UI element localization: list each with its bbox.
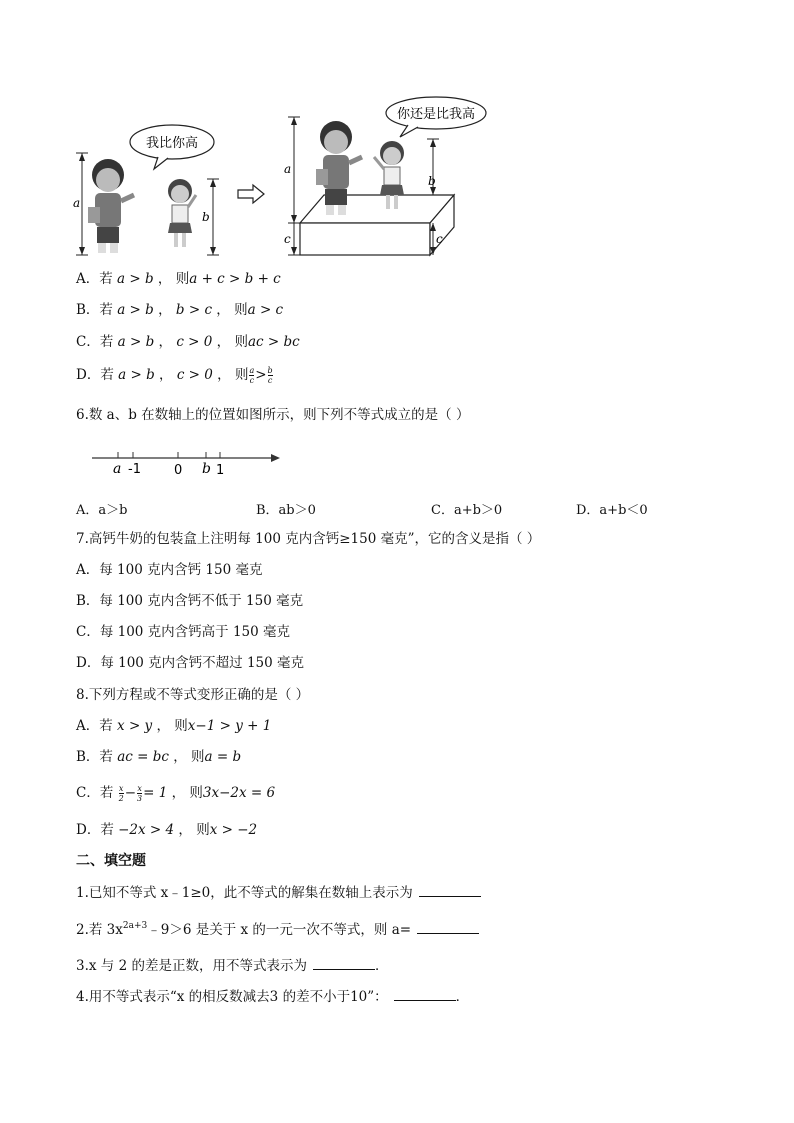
q7-option-b: B．每 100 克内含钙不低于 150 毫克 [76,593,304,609]
right-arrow-icon [238,185,264,203]
q7-option-c: C．每 100 克内含钙高于 150 毫克 [76,624,291,640]
option-prefix: C．若 [76,785,118,801]
separator: ， 则 [167,785,203,801]
fill-q1-text: 1.已知不等式 x﹣1≥0，此不等式的解集在数轴上表示为 [76,885,413,901]
separator: ， 则 [174,822,210,838]
q8-stem: 8.下列方程或不等式变形正确的是（ ） [76,687,310,703]
q8-option-c [76,784,275,803]
label-c-left: c [284,232,291,246]
option-prefix: D．若 [76,822,119,838]
fill-q3 [76,957,388,975]
label-b-right: b [428,174,436,188]
separator: ， 则 [168,749,205,765]
option-prefix: B．若 [76,302,118,318]
fill-q3-text: 3.x 与 2 的差是正数，用不等式表示为 [76,958,307,974]
condition: a > b [117,271,154,287]
q7-option-a: A．每 100 克内含钙 150 毫克 [76,562,263,578]
option-prefix: B．若 [76,749,118,765]
option-prefix: D．若 [76,367,119,383]
separator: ， [154,334,177,350]
q5-option-a [76,270,281,288]
period: ． [374,958,389,974]
result: ac > bc [247,334,300,350]
condition-2: b > c [175,302,213,318]
q6-option-b: B．ab＞0 [256,503,316,518]
q7-stem: 7.高钙牛奶的包装盒上注明每 100 克内含钙≥150 毫克”，它的含义是指（ ） [76,531,541,547]
axis-label-b: b [202,461,211,477]
bubble-left-text: 我比你高 [145,136,199,151]
condition: a > b [117,302,154,318]
fill-q4-text: 4.用不等式表示“x 的相反数减去3 的差不小于10”： [76,989,388,1005]
fraction-b-over-c: $\frac{b}{c}$ [267,366,273,385]
girl-figure-left [168,179,196,247]
equals-one: = 1 [143,785,168,801]
answer-blank[interactable] [419,884,481,897]
condition: a > b [118,367,155,383]
condition-2: c > 0 [176,334,213,350]
greater-than: > [255,367,267,383]
condition: ac = bc [117,749,169,765]
axis-label-neg1: -1 [128,462,141,477]
q6-option-a: A．a＞b [76,503,128,518]
answer-blank[interactable] [417,921,479,934]
option-prefix: A．若 [76,718,118,734]
boy-figure-left [88,159,134,253]
label-a-left: a [73,196,81,210]
q6-option-c: C．a+b＞0 [431,503,503,518]
result: a > c [247,302,284,318]
q5-option-b [76,301,283,319]
q7-option-d: D．每 100 克内含钙不超过 150 毫克 [76,655,305,671]
separator: ， [154,367,177,383]
axis-label-a: a [113,461,122,477]
fraction-x-over-2: $\frac{x}{2}$ [118,784,124,803]
q6-option-d: D．a+b＜0 [576,503,648,518]
fill-q2-prefix: 2.若 3x [76,922,123,938]
separator: ， 则 [212,367,249,383]
axis-label-zero: 0 [174,463,183,478]
fill-q2 [76,921,479,939]
condition: −2x > 4 [118,822,175,838]
answer-blank[interactable] [394,988,456,1001]
separator: ， 则 [153,271,190,287]
separator: ， [153,302,176,318]
separator: ， 则 [212,334,248,350]
label-c-right: c [436,232,443,246]
bubble-right-text: 你还是比我高 [396,107,476,122]
separator: ， 则 [152,718,188,734]
result: a = b [204,749,242,765]
number-line-figure [88,444,288,478]
q8-option-a [76,717,271,735]
exponent: 2a+3 [122,921,148,931]
result: 3x−2x = 6 [202,785,276,801]
period: ． [455,989,470,1005]
separator: ， 则 [212,302,248,318]
q5-option-d [76,366,274,385]
condition: a > b [117,334,155,350]
fill-q2-suffix: ﹣9＞6 是关于 x 的一元一次不等式，则 a= [147,922,412,938]
height-comparison-figure [70,95,490,265]
box-platform [300,195,454,255]
q8-option-b [76,748,241,766]
section-title: 二、填空题 [76,853,146,869]
condition: x > y [117,718,153,734]
result: x > −2 [209,822,258,838]
label-a-right: a [284,162,292,176]
option-prefix: C．若 [76,334,118,350]
q5-option-c [76,333,300,351]
fill-q1 [76,884,481,902]
q8-option-d [76,821,257,839]
result: a + c > b + c [189,271,281,287]
answer-blank[interactable] [313,957,375,970]
fraction-a-over-c: $\frac{a}{c}$ [249,366,255,385]
option-prefix: A．若 [76,271,118,287]
fill-q4 [76,988,469,1006]
fraction-x-over-3: $\frac{x}{3}$ [137,784,143,803]
condition-2: c > 0 [176,367,213,383]
label-b-left: b [202,210,210,224]
result: x−1 > y + 1 [187,718,272,734]
minus-sign: − [124,785,137,801]
axis-label-one: 1 [216,463,225,478]
q6-stem: 6.数 a、b 在数轴上的位置如图所示，则下列不等式成立的是（ ） [76,407,470,423]
